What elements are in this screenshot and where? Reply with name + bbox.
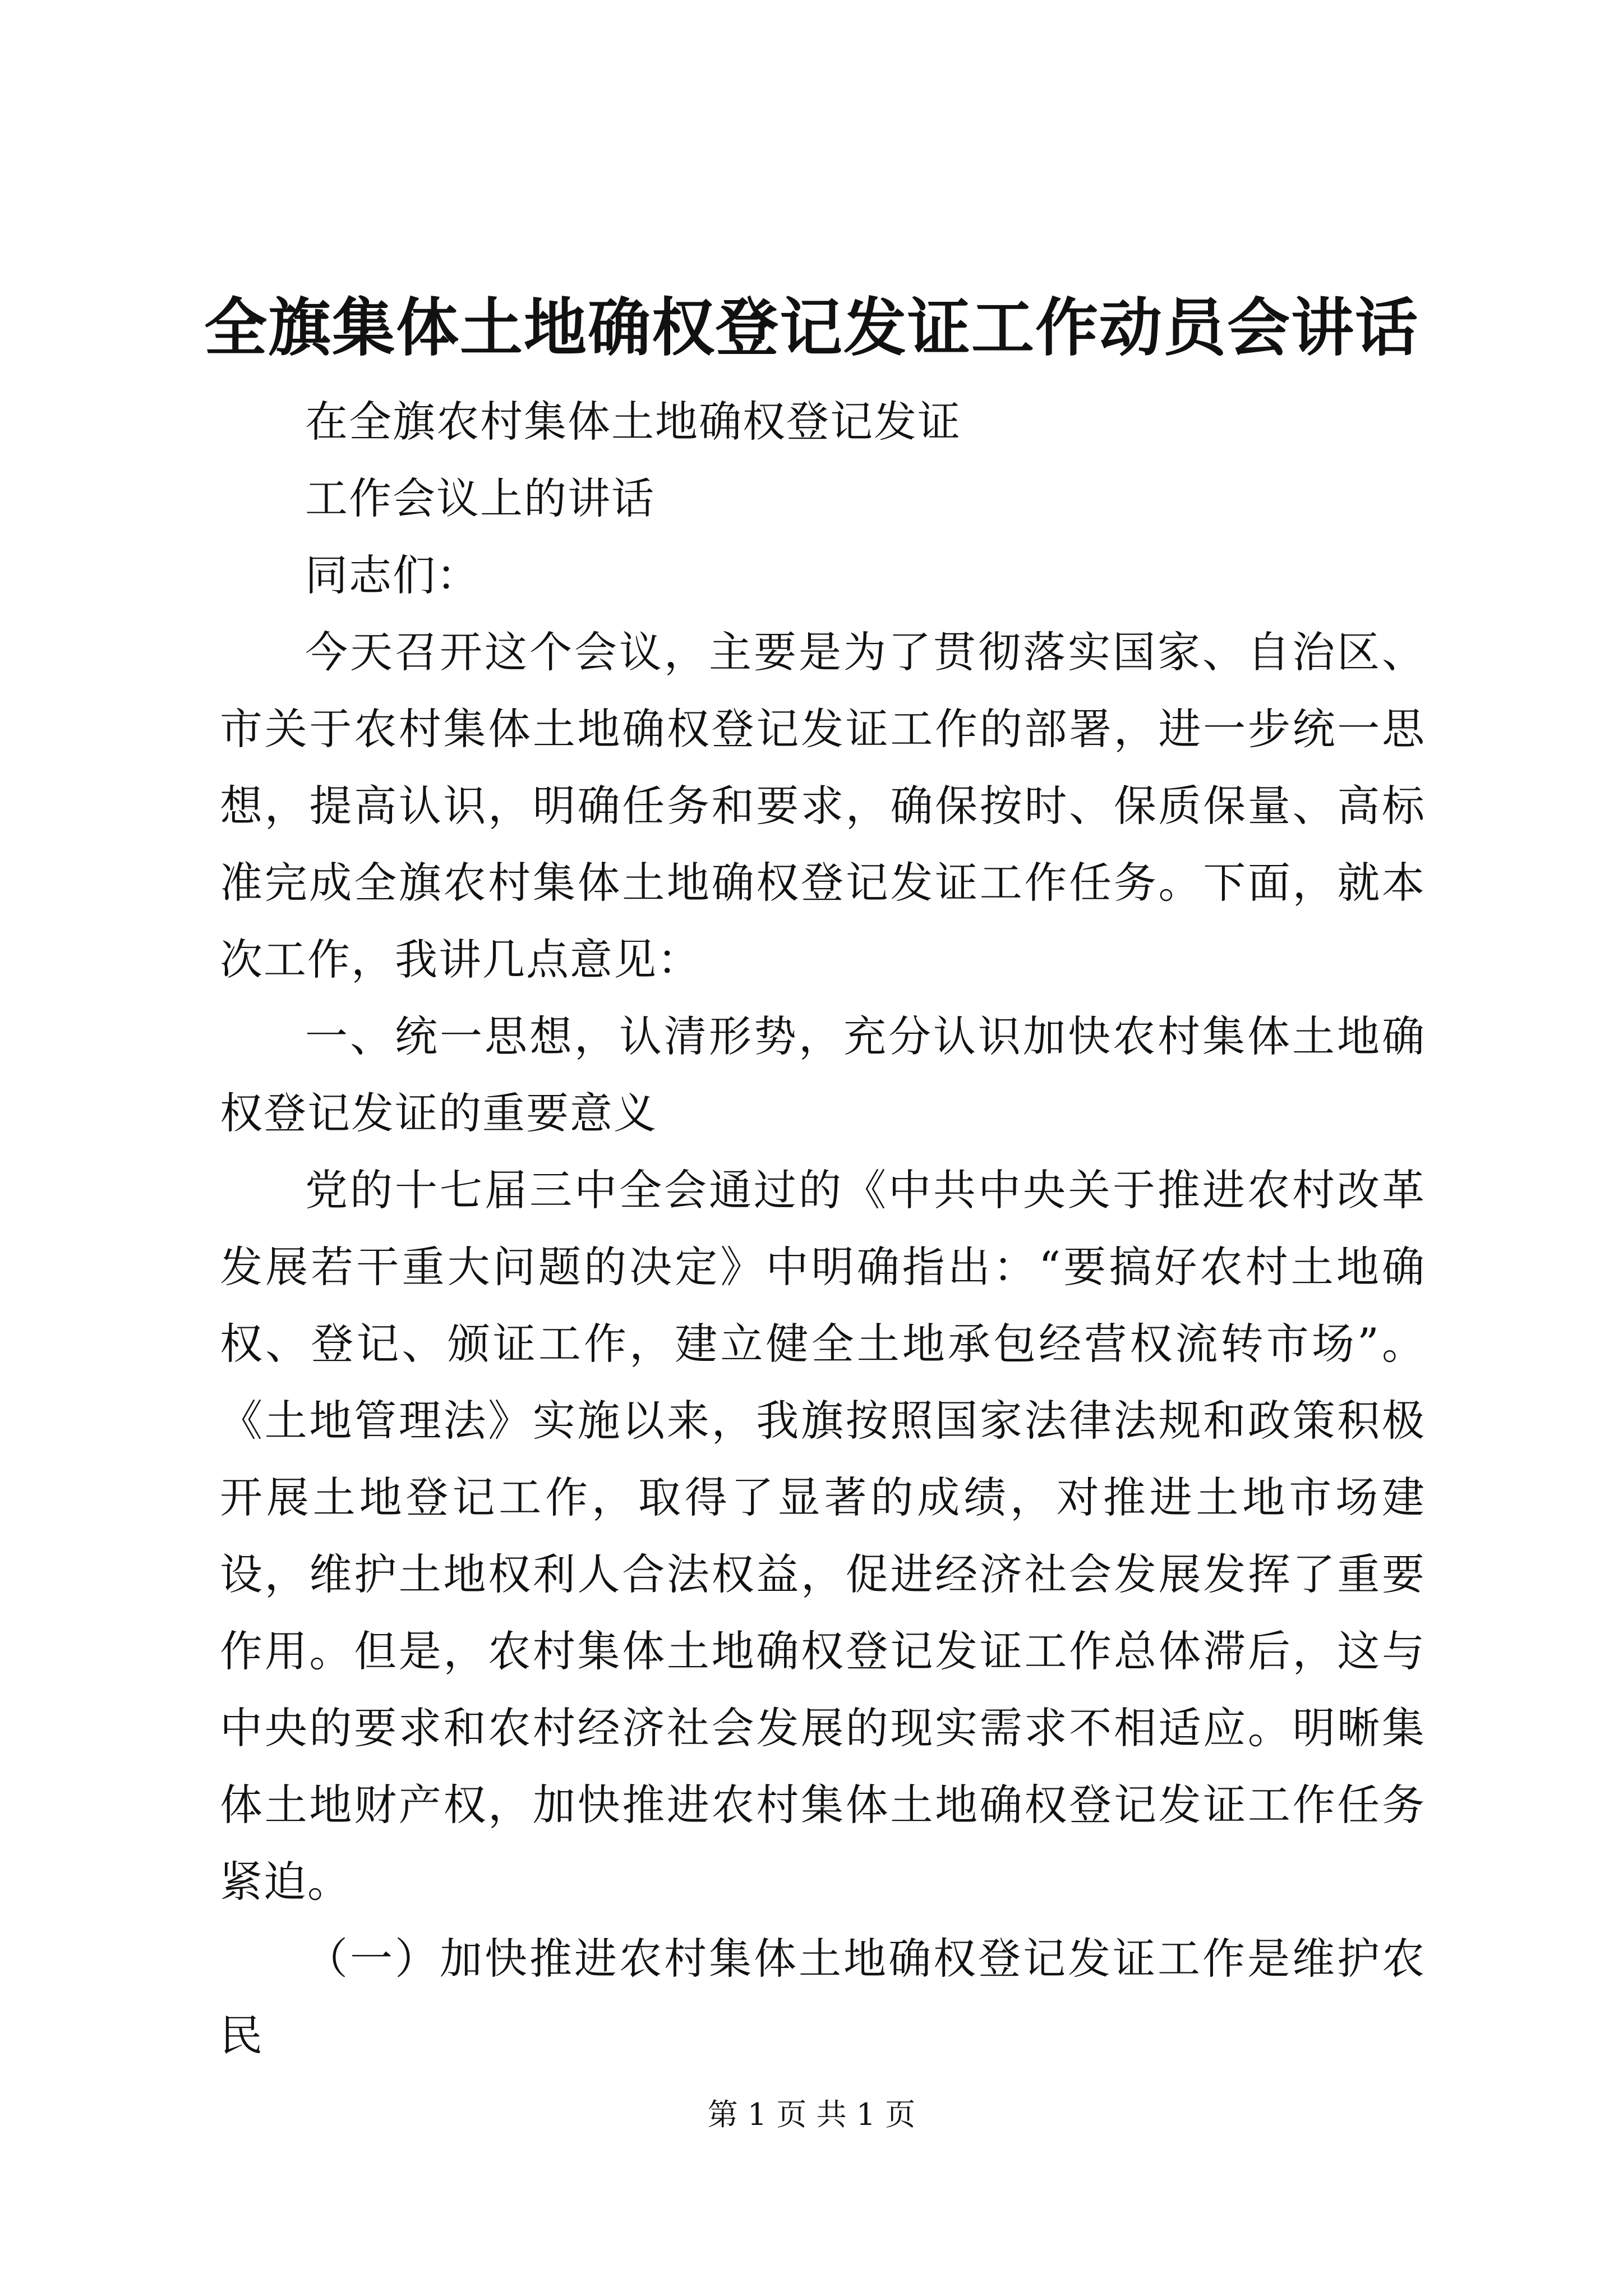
intro-paragraph: 今天召开这个会议，主要是为了贯彻落实国家、自治区、市关于农村集体土地确权登记发证工作的部署，进一步统一思想，提高认识，明确任务和要求，确保按时、保质保量、高标准完成全旗农村集体土地确权登记发证工作任务。下面，就本次工作，我讲几点意见： <box>220 627 1426 984</box>
section-heading-1: 一、统一思想，认清形势，充分认识加快农村集体土地确权登记发证的重要意义 <box>220 1011 1426 1138</box>
body-paragraph: 党的十七届三中全会通过的《中共中央关于推进农村改革发展若干重大问题的决定》中明确指出：“要搞好农村土地确权、登记、颁证工作，建立健全土地承包经营权流转市场”。《土地管理法》实施以来，我旗按照国家法律法规和政策积极开展土地登记工作，取得了显著的成绩，对推进土地市场建设，维护土地权利人合法权益，促进经济社会发展发挥了重要作用。但是，农村集体土地确权登记发证工作总体滞后，这与中央的要求和农村经济社会发展的现实需求不相适应。明晰集体土地财产权，加快推进农村集体土地确权登记发证工作任务紧迫。 <box>220 1165 1426 1907</box>
document-title: 全旗集体土地确权登记发证工作动员会讲话 <box>204 291 1419 365</box>
salutation: 同志们： <box>305 550 480 600</box>
page-footer: 第 1 页 共 1 页 <box>707 2097 916 2132</box>
document-body <box>220 383 1426 2074</box>
subtitle-line-2: 工作会议上的讲话 <box>305 473 655 523</box>
subsection-heading-1: （一）加快推进农村集体土地确权登记发证工作是维护农民 <box>220 1934 1426 2060</box>
subtitle-line-1: 在全旗农村集体土地确权登记发证 <box>305 397 961 447</box>
